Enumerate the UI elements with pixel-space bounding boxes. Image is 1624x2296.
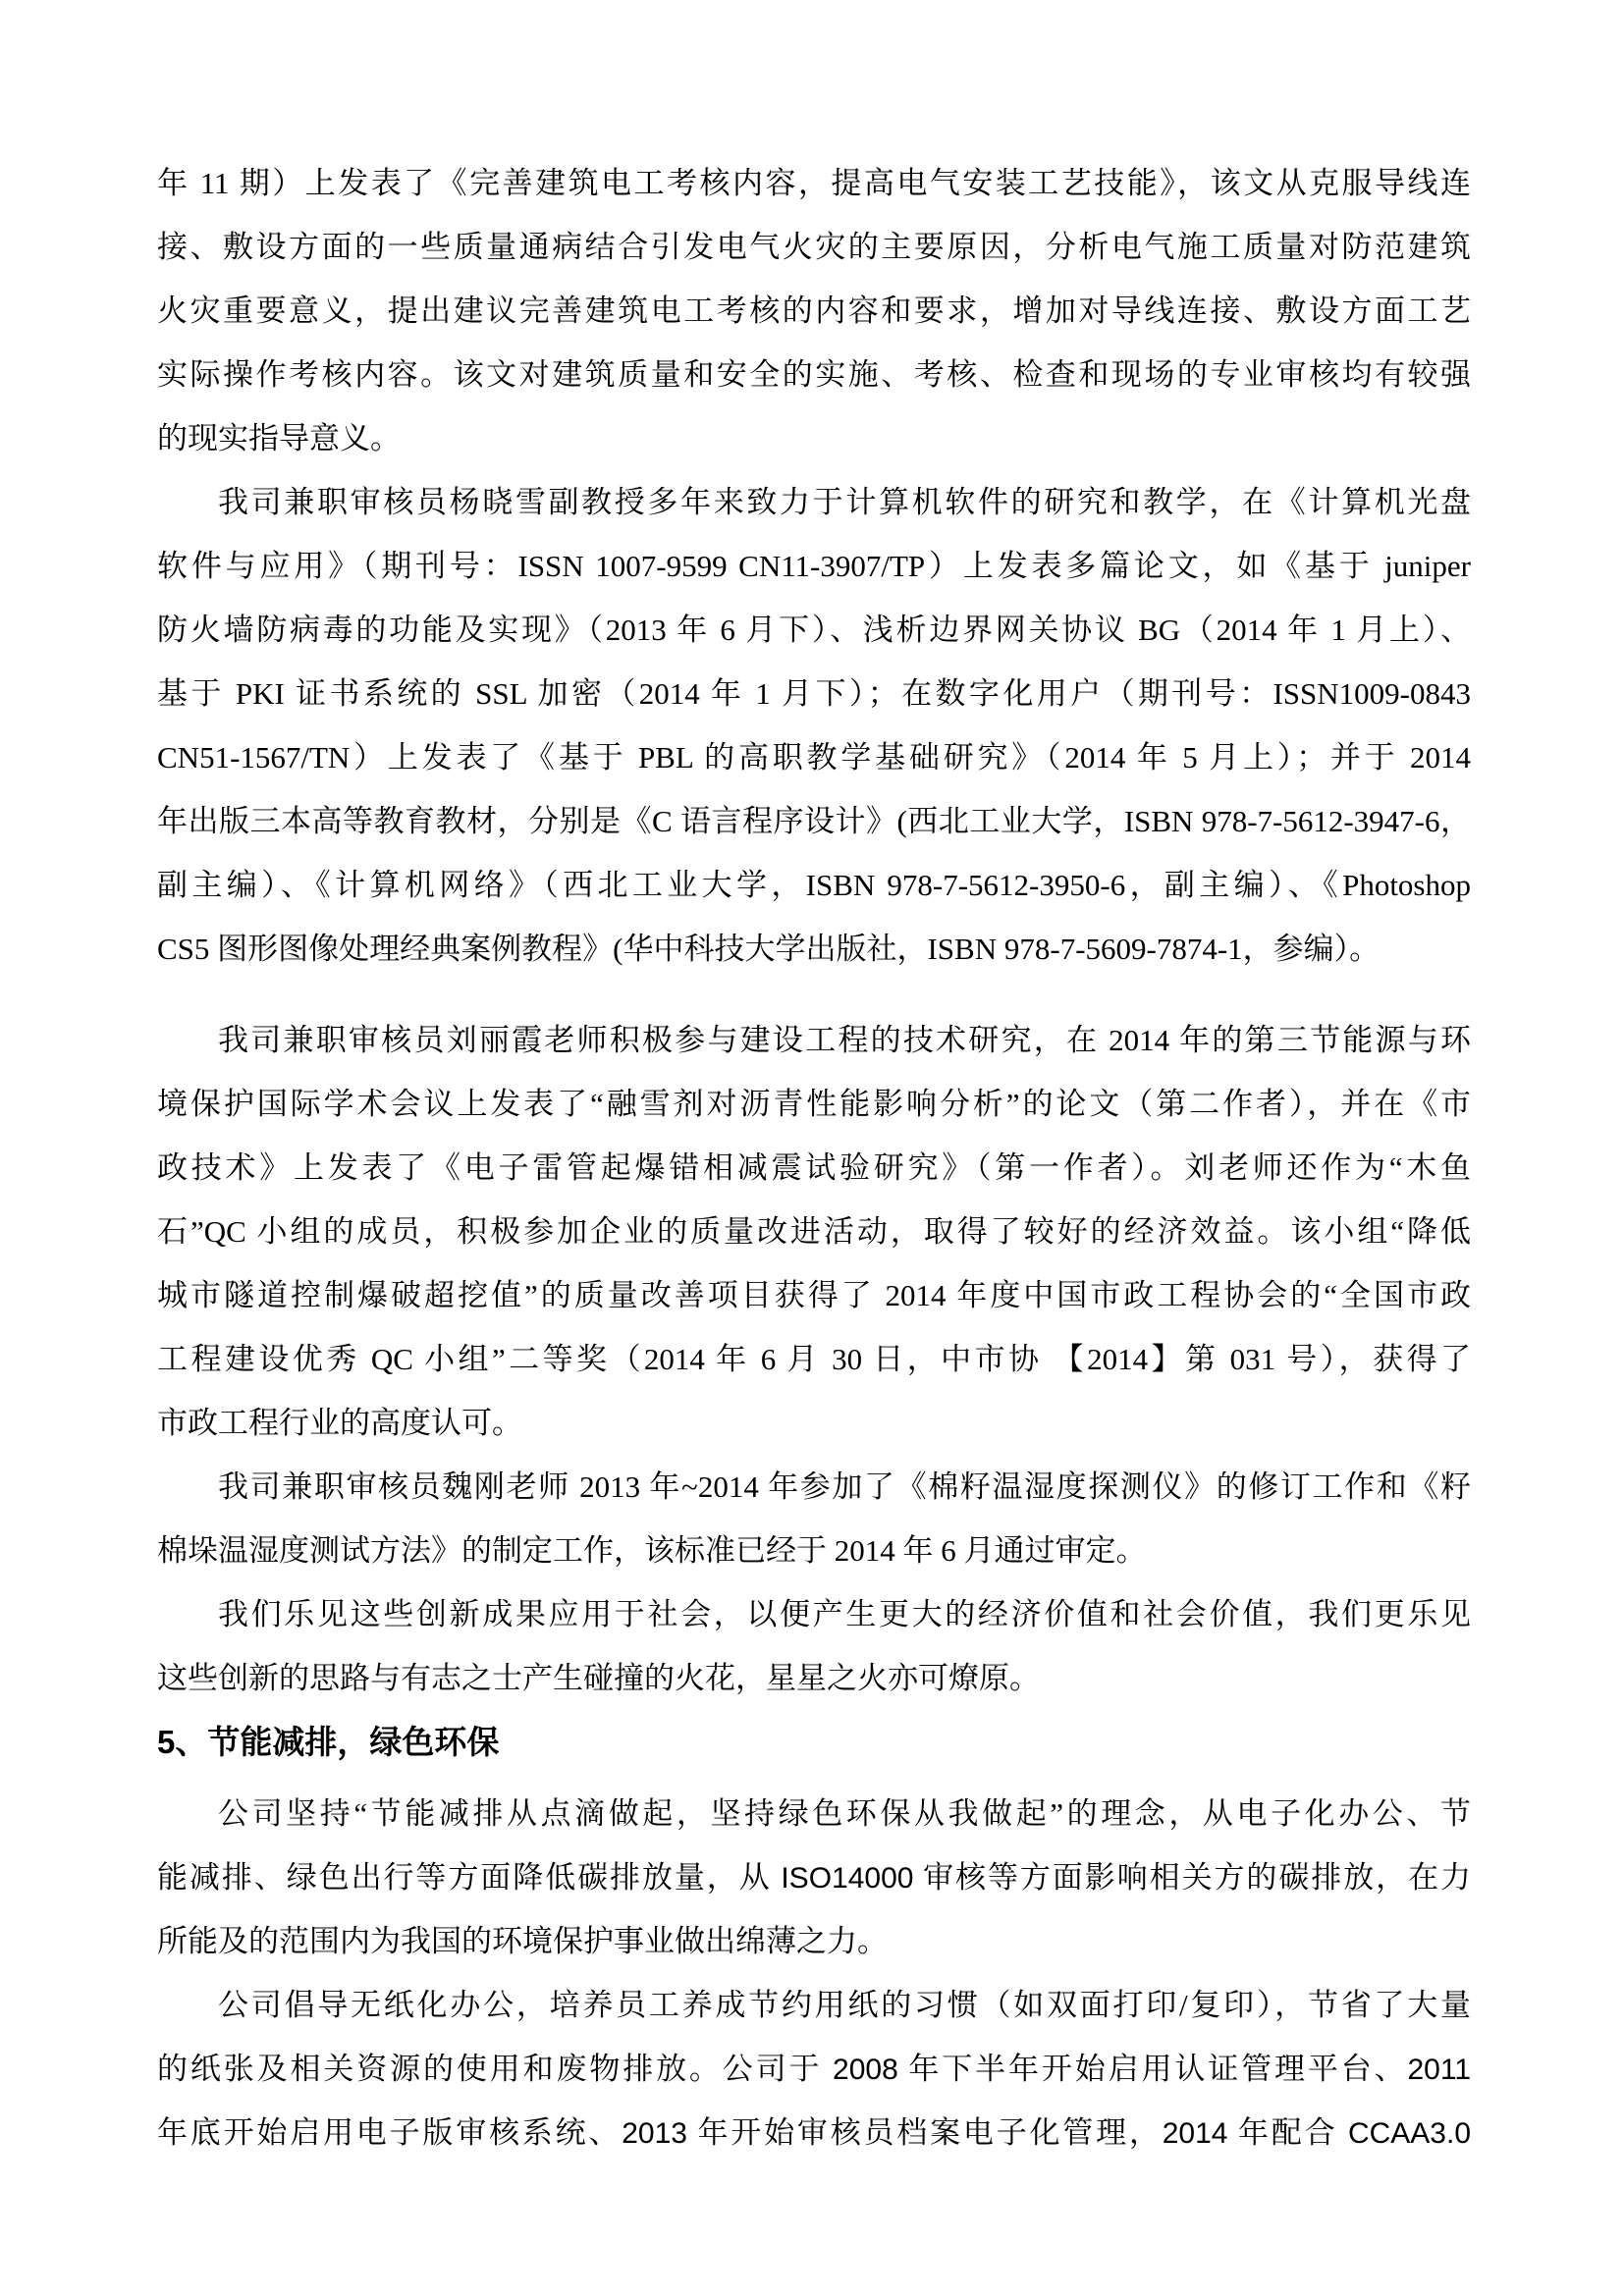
text-line: 城市隧道控制爆破超挖值”的质量改善项目获得了 2014 年度中国市政工程协会的“全国市政 [157,1278,1471,1312]
text-line: 年底开始启用电子版审核系统、2013 年开始审核员档案电子化管理，2014 年配合 CCAA3.0 [157,2115,1471,2150]
text-block [157,151,1471,2164]
text-line: 实际操作考核内容。该文对建筑质量和安全的实施、考核、检查和现场的专业审核均有较强 [157,357,1471,392]
text-line: 我司兼职审核员杨晓雪副教授多年来致力于计算机软件的研究和教学，在《计算机光盘 [218,485,1471,519]
section-heading-energy-saving: 5、节能减排，绿色环保 [157,1724,500,1760]
text-line: 的纸张及相关资源的使用和废物排放。公司于 2008 年下半年开始启用认证管理平台、2011 [157,2052,1471,2086]
text-line: 我们乐见这些创新成果应用于社会，以便产生更大的经济价值和社会价值，我们更乐见 [218,1597,1471,1631]
paragraph-auditor-yang-xiaoxue [157,470,1471,981]
text-line: 棉垛温湿度测试方法》的制定工作，该标准已经于 2014 年 6 月通过审定。 [157,1533,1147,1568]
paragraph-continued-from-previous-page [157,151,1471,470]
text-line: 所能及的范围内为我国的环境保护事业做出绵薄之力。 [157,1924,888,1958]
text-line: 年 11 期）上发表了《完善建筑电工考核内容，提高电气安装工艺技能》，该文从克服导线连 [157,166,1471,200]
text-line: CS5 图形图像处理经典案例教程》(华中科技大学出版社，ISBN 978-7-5609-7874-1，参编）。 [157,932,1380,966]
paragraph-energy-saving-concept [157,1782,1471,1973]
text-line: 的现实指导意义。 [157,421,401,455]
text-line: 公司坚持“节能减排从点滴做起，坚持绿色环保从我做起”的理念，从电子化办公、节 [218,1796,1471,1831]
text-line: 能减排、绿色出行等方面降低碳排放量，从 ISO14000 审核等方面影响相关方的碳排放，在力 [157,1860,1471,1895]
text-line: 市政工程行业的高度认可。 [157,1406,522,1440]
text-line: 我司兼职审核员刘丽霞老师积极参与建设工程的技术研究，在 2014 年的第三节能源与环 [218,1023,1471,1057]
paragraph-auditor-liu-lixia [157,1008,1471,1455]
text-line: 副主编）、《计算机网络》（西北工业大学，ISBN 978-7-5612-3950-6，副主编）、《Photoshop [157,868,1471,902]
text-line: 这些创新的思路与有志之士产生碰撞的火花，星星之火亦可燎原。 [157,1661,1040,1695]
text-line: 防火墙防病毒的功能及实现》（2013 年 6 月下）、浅析边界网关协议 BG（2014 年 1 月上）、 [157,613,1471,647]
text-line: 接、敷设方面的一些质量通病结合引发电气火灾的主要原因，分析电气施工质量对防范建筑 [157,230,1471,264]
text-line: 基于 PKI 证书系统的 SSL 加密（2014 年 1 月下）；在数字化用户（期刊号：ISSN1009-0843 [157,676,1471,711]
text-line: 工程建设优秀 QC 小组”二等奖（2014 年 6 月 30 日，中市协 【2014】第 031 号），获得了 [157,1342,1471,1376]
paragraph-auditor-wei-gang [157,1455,1471,1582]
text-line: 我司兼职审核员魏刚老师 2013 年~2014 年参加了《棉籽温湿度探测仪》的修订工作和《籽 [218,1469,1471,1504]
text-line: 火灾重要意义，提出建议完善建筑电工考核的内容和要求，增加对导线连接、敷设方面工艺 [157,294,1471,328]
text-line: 石”QC 小组的成员，积极参加企业的质量改进活动，取得了较好的经济效益。该小组“降低 [157,1214,1471,1249]
text-line: 境保护国际学术会议上发表了“融雪剂对沥青性能影响分析”的论文（第二作者），并在《市 [157,1087,1471,1121]
paragraph-paperless-office [157,1973,1471,2164]
text-line: 公司倡导无纸化办公，培养员工养成节约用纸的习惯（如双面打印/复印），节省了大量 [218,1988,1471,2022]
text-line: 软件与应用》（期刊号：ISSN 1007-9599 CN11-3907/TP）上发表多篇论文，如《基于 juniper [157,549,1471,583]
text-line: 政技术》上发表了《电子雷管起爆错相减震试验研究》（第一作者）。刘老师还作为“木鱼 [157,1150,1471,1185]
text-line: 年出版三本高等教育教材，分别是《C 语言程序设计》(西北工业大学，ISBN 978-7-5612-3947-6， [157,804,1471,838]
text-line: CN51-1567/TN）上发表了《基于 PBL 的高职教学基础研究》（2014 年 5 月上）；并于 2014 [157,740,1471,774]
paragraph-innovation-outlook [157,1582,1471,1710]
